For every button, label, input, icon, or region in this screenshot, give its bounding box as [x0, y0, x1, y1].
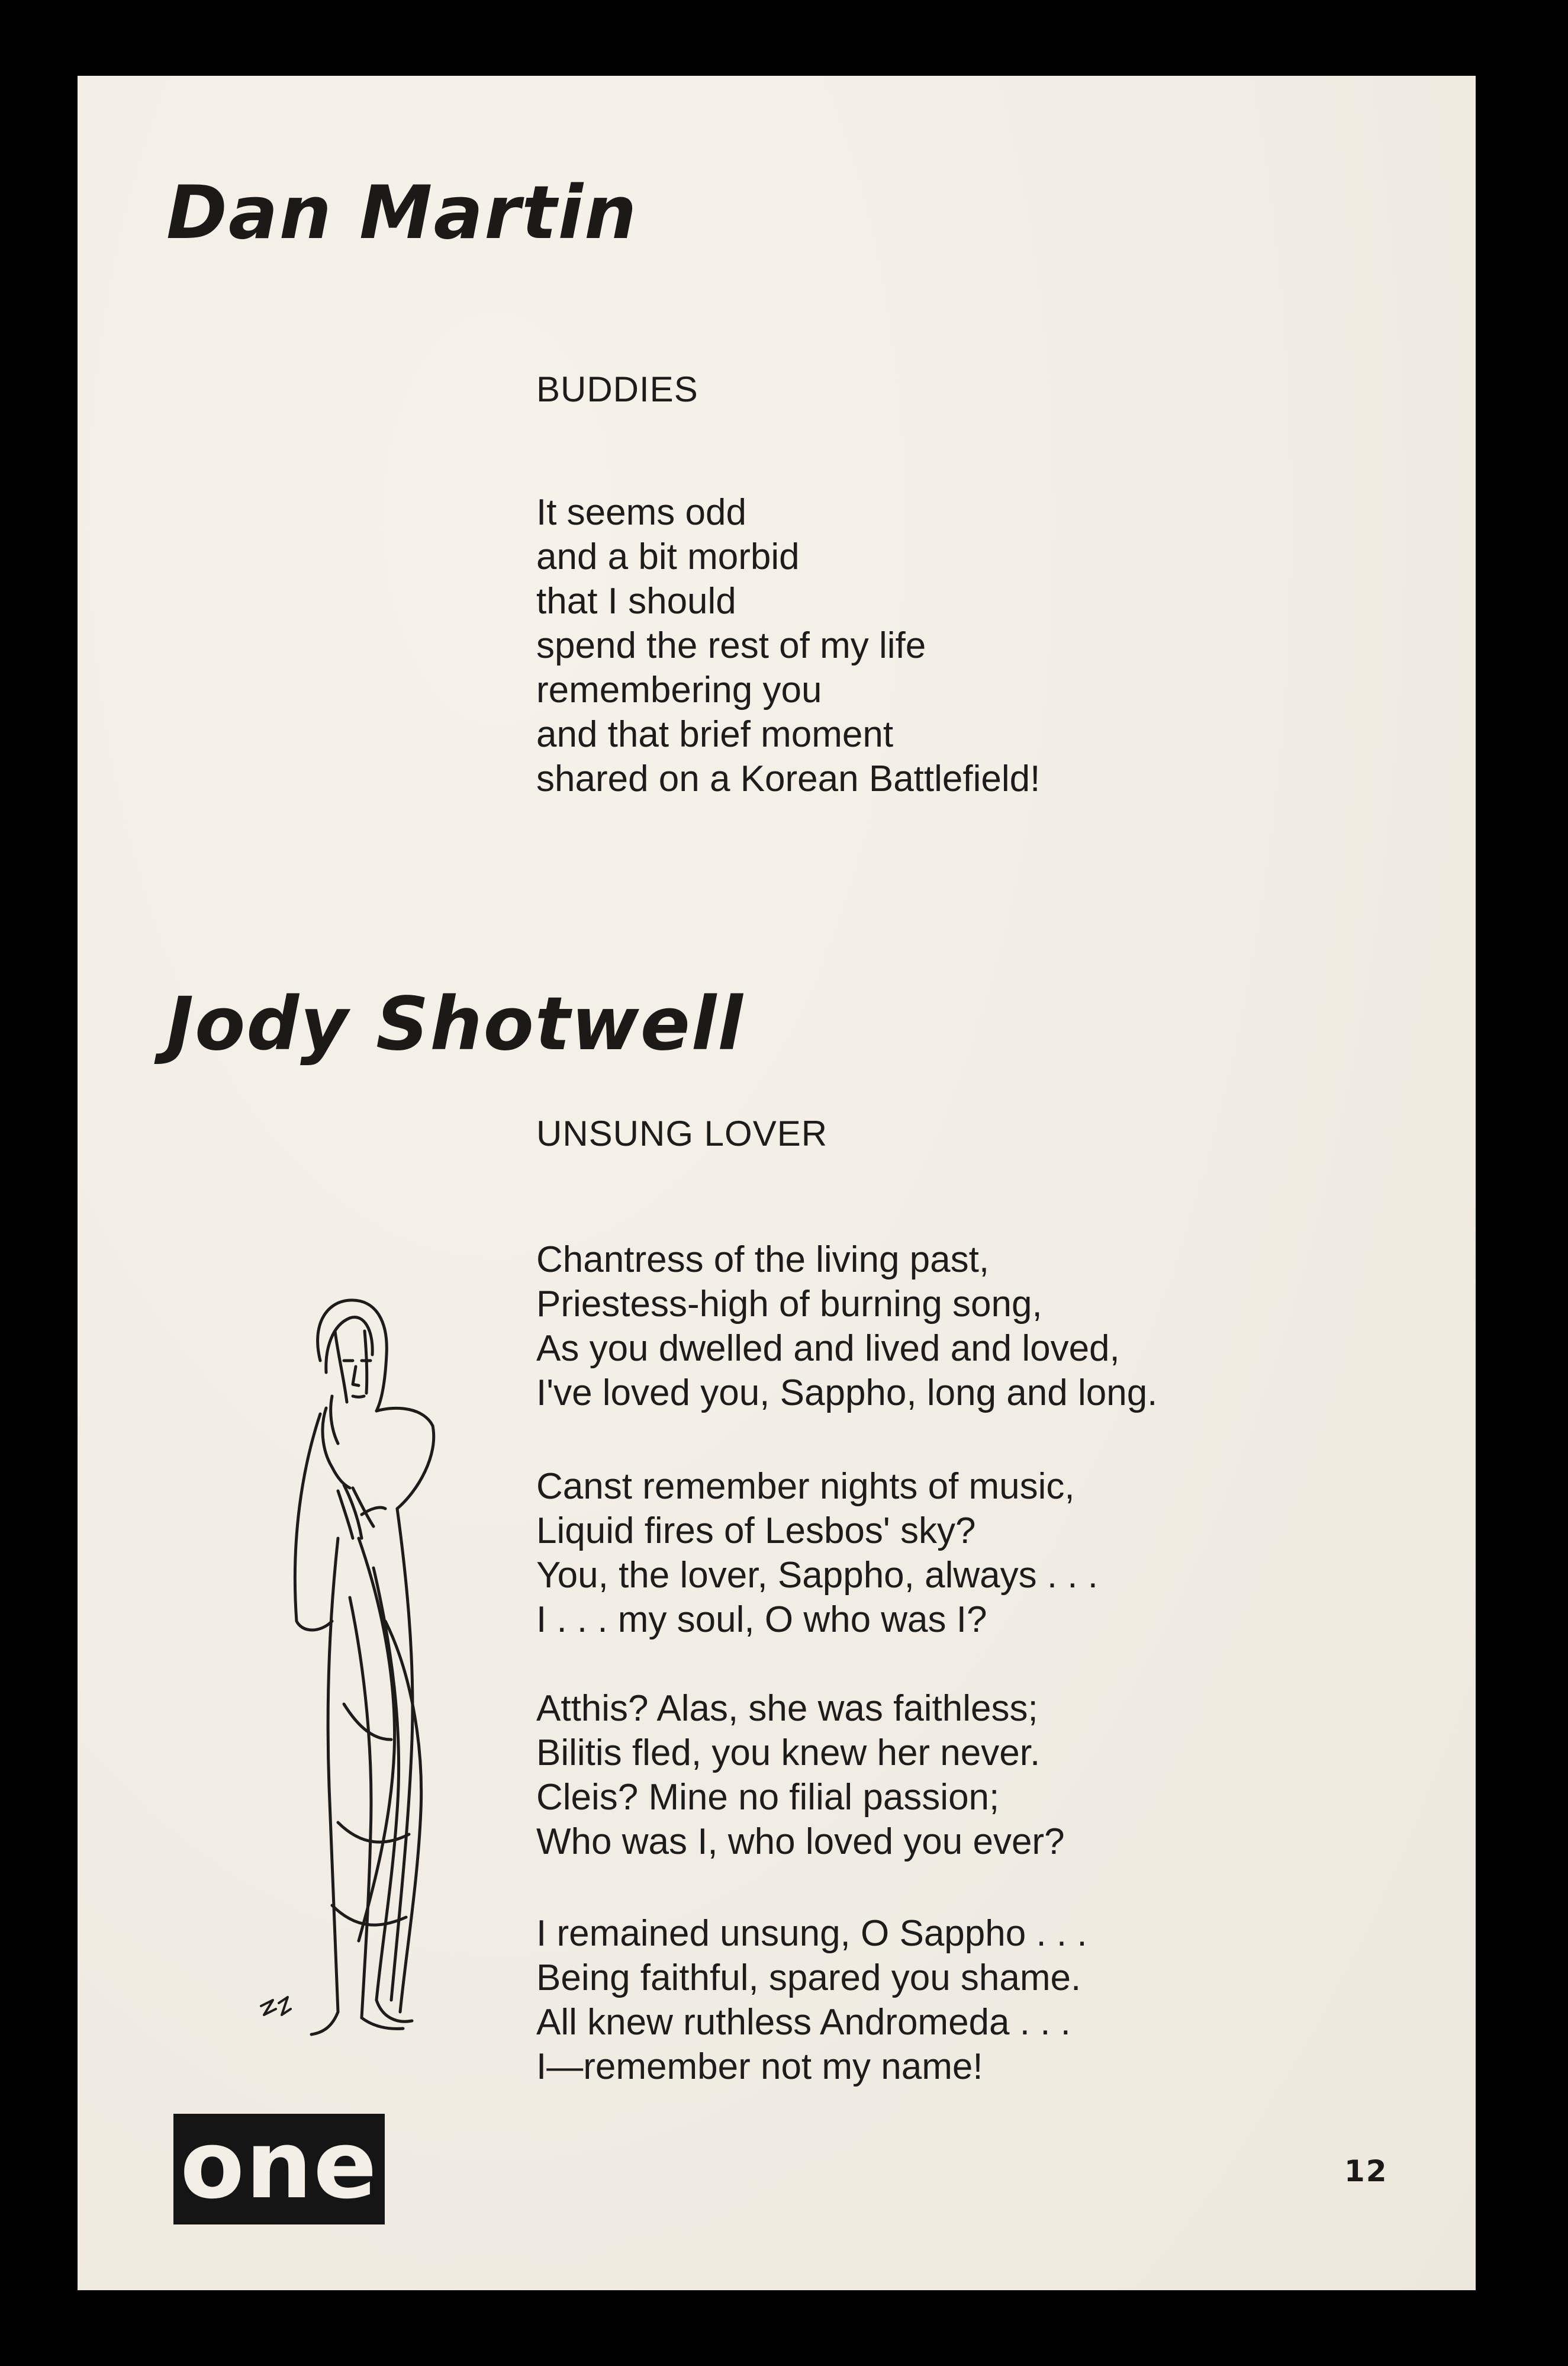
- poem-stanza: [536, 490, 1040, 801]
- poem-line: I—remember not my name!: [536, 2046, 983, 2087]
- poem-line: Liquid fires of Lesbos' sky?: [536, 1510, 976, 1551]
- poem-line: I remained unsung, O Sappho . . .: [536, 1913, 1087, 1954]
- poem-line: and a bit morbid: [536, 536, 800, 577]
- poem-title-unsung-lover: UNSUNG LOVER: [536, 1114, 828, 1153]
- sappho-figure-sketch-icon: [255, 1290, 480, 2047]
- poem-line: As you dwelled and lived and loved,: [536, 1328, 1120, 1369]
- poem-line: I . . . my soul, O who was I?: [536, 1599, 987, 1640]
- poem-line: shared on a Korean Battlefield!: [536, 758, 1041, 799]
- poem-line: spend the rest of my life: [536, 625, 926, 666]
- poem-line: Who was I, who loved you ever?: [536, 1821, 1065, 1862]
- poem-stanza: [536, 1237, 1157, 1415]
- poem-line: Canst remember nights of music,: [536, 1466, 1075, 1507]
- poem-stanza: [536, 1911, 1087, 2089]
- poem-line: Being faithful, spared you shame.: [536, 1957, 1081, 1998]
- poem-line: and that brief moment: [536, 714, 894, 755]
- magazine-logo: [173, 2110, 385, 2224]
- poem-line: remembering you: [536, 670, 822, 711]
- poem-line: Chantress of the living past,: [536, 1239, 990, 1280]
- logo-text: one: [180, 2110, 378, 2220]
- page-number: 12: [1344, 2154, 1388, 2188]
- poem-line: I've loved you, Sappho, long and long.: [536, 1372, 1158, 1413]
- poem-line: Priestess-high of burning song,: [536, 1284, 1042, 1325]
- poem-line: All knew ruthless Andromeda . . .: [536, 2002, 1071, 2043]
- poem-line: Cleis? Mine no filial passion;: [536, 1777, 1000, 1818]
- poem-stanza: [536, 1464, 1098, 1642]
- author-name-jody-shotwell: Jody Shotwell: [166, 982, 744, 1067]
- poem-line: Atthis? Alas, she was faithless;: [536, 1688, 1038, 1729]
- poem-stanza: [536, 1686, 1065, 1864]
- poem-line: It seems odd: [536, 492, 746, 533]
- author-name-dan-martin: Dan Martin: [166, 171, 638, 256]
- poem-line: You, the lover, Sappho, always . . .: [536, 1555, 1098, 1596]
- poem-line: Bilitis fled, you knew her never.: [536, 1732, 1041, 1773]
- magazine-page: [78, 76, 1476, 2290]
- poem-title-buddies: BUDDIES: [536, 369, 698, 409]
- poem-line: that I should: [536, 581, 736, 622]
